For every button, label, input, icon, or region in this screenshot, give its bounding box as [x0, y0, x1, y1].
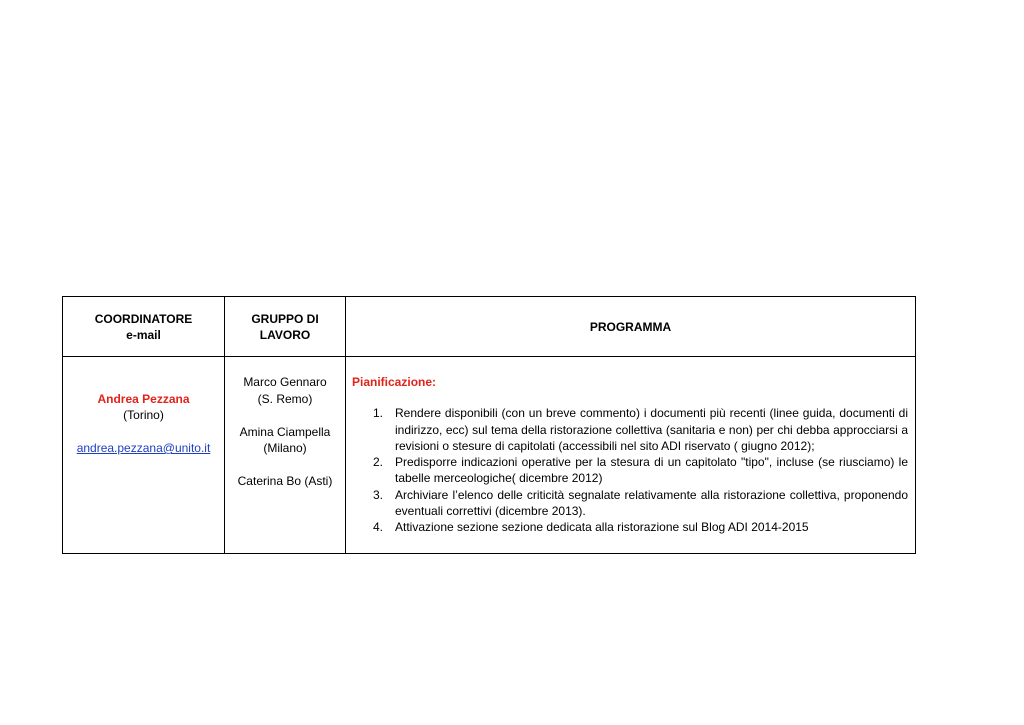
list-item-number: 3.: [373, 487, 384, 502]
member-name: Marco Gennaro: [243, 375, 327, 389]
header-coordinator-line2: e-mail: [126, 327, 161, 342]
header-program: [346, 297, 916, 357]
table-header-row: [63, 297, 916, 357]
table-row: [63, 357, 916, 554]
list-item: [352, 405, 908, 454]
list-item: [352, 454, 908, 487]
list-item: [352, 487, 908, 520]
work-group-cell: [225, 357, 346, 554]
coordinator-email-link[interactable]: andrea.pezzana@unito.it: [76, 441, 211, 455]
list-item-text: Rendere disponibili (con un breve commento) i documenti più recenti (linee guida, documenti di indirizzo, ecc) sul tema della ristorazione collettiva (sanitaria e non) per chi debba approcciarsi a revisioni o stesure di capitolati (accessibili nel sito ADI riservato ( giugno 2012);: [395, 406, 908, 453]
header-group-line1: GRUPPO DI: [251, 311, 319, 326]
header-coordinator: [63, 297, 225, 357]
member-city: (S. Remo): [257, 391, 313, 406]
header-group-line2: LAVORO: [259, 327, 311, 342]
list-item-number: 2.: [373, 455, 384, 470]
program-list: [352, 405, 908, 535]
header-work-group: [225, 297, 346, 357]
coordinator-cell: [63, 357, 225, 554]
list-item-number: 1.: [373, 406, 384, 421]
header-coordinator-line1: COORDINATORE: [94, 311, 193, 326]
list-item-text: Attivazione sezione sezione dedicata alla ristorazione sul Blog ADI 2014-2015: [395, 520, 809, 535]
list-item-number: 4.: [373, 520, 384, 535]
member-name: Caterina Bo (Asti): [237, 474, 333, 488]
coordinator-city: (Torino): [123, 408, 164, 422]
coordinator-name: Andrea Pezzana: [97, 391, 190, 406]
header-program-label: PROGRAMMA: [589, 319, 672, 334]
program-title: Pianificazione:: [352, 375, 437, 389]
member-name: Amina Ciampella: [239, 424, 331, 439]
program-cell: [346, 357, 916, 554]
member-city: (Milano): [263, 441, 307, 455]
list-item: [352, 519, 908, 535]
list-item-text: Predisporre indicazioni operative per la stesura di un capitolato "tipo", incluse (se riusciamo) le tabelle merceologiche( dicembre 2012): [395, 455, 908, 486]
work-group-table: [62, 296, 916, 554]
list-item-text: Archiviare l’elenco delle criticità segnalate relativamente alla ristorazione collettiva, proponendo eventuali correttivi (dicembre 2013).: [395, 487, 908, 519]
